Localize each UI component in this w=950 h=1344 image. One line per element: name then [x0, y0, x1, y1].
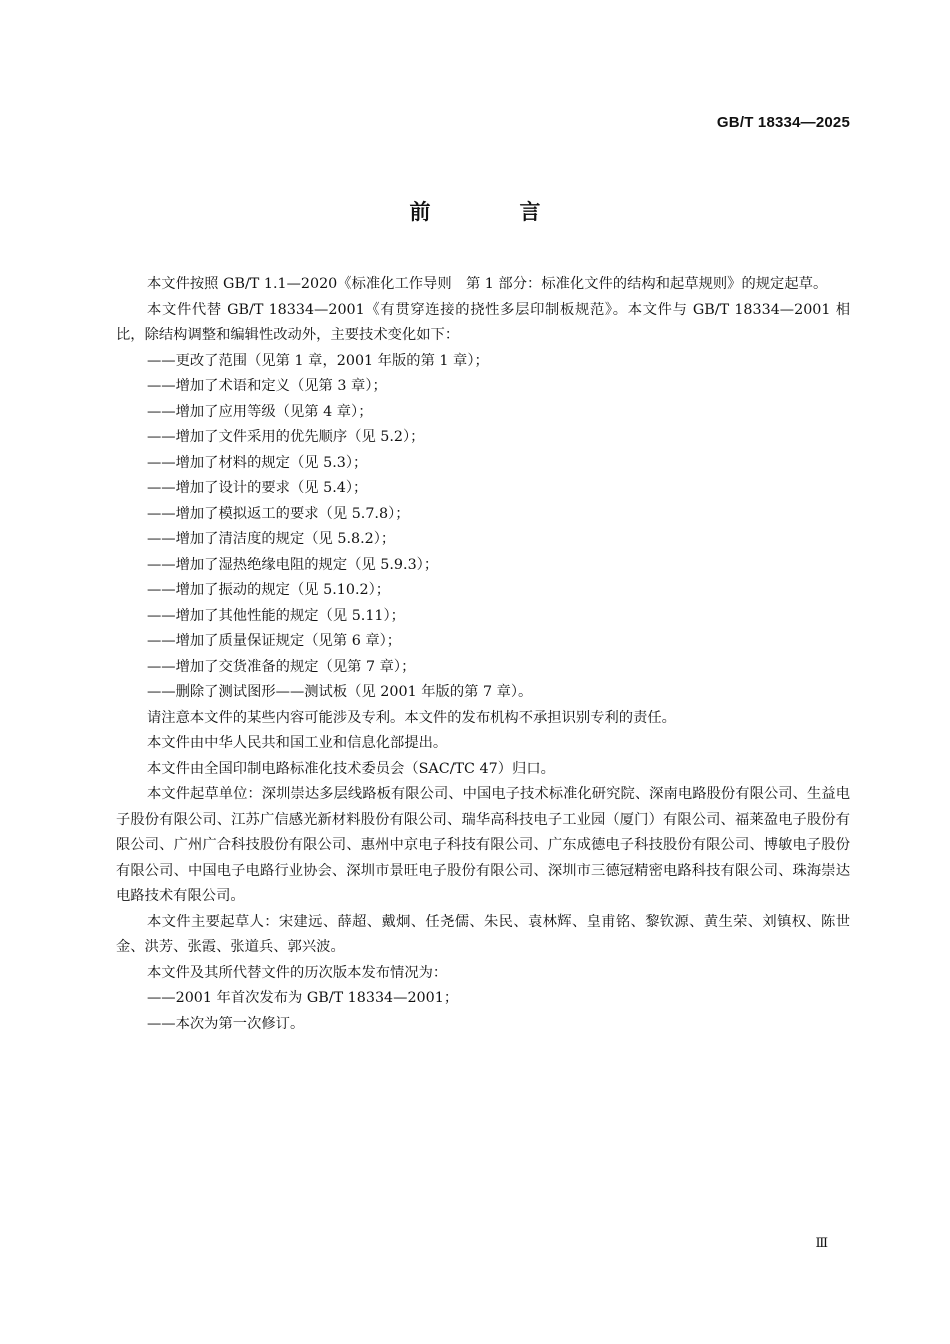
paragraph-drafters: 本文件主要起草人：宋建远、薛超、戴炯、任尧儒、朱民、袁林辉、皇甫铭、黎钦源、黄生荣、刘镇权、陈世金、洪芳、张霞、张道兵、郭兴波。	[116, 913, 850, 955]
change-item: ——增加了其他性能的规定（见 5.11）；	[147, 607, 405, 624]
paragraph-replacement: 本文件代替 GB/T 18334—2001《有贯穿连接的挠性多层印制板规范》。本文件与 GB/T 18334—2001 相比，除结构调整和编辑性改动外，主要技术变化如下：	[116, 301, 850, 343]
foreword-body	[116, 272, 850, 1037]
change-item: ——增加了材料的规定（见 5.3）；	[147, 454, 368, 471]
history-item: ——本次为第一次修订。	[147, 1015, 305, 1032]
document-code: GB/T 18334—2025	[716, 114, 850, 131]
page-number: Ⅲ	[815, 1236, 828, 1251]
paragraph-drafting-units: 本文件起草单位：深圳崇达多层线路板有限公司、中国电子技术标准化研究院、深南电路股份有限公司、生益电子股份有限公司、江苏广信感光新材料股份有限公司、瑞华高科技电子工业园（厦门）有限公司、福莱盈电子股份有限公司、广州广合科技股份有限公司、惠州中京电子科技有限公司、广东成德电子科技股份有限公司、博敏电子股份有限公司、中国电子电路行业协会、深圳市景旺电子股份有限公司、深圳市三德冠精密电路科技有限公司、珠海崇达电路技术有限公司。	[116, 786, 850, 904]
change-item: ——更改了范围（见第 1 章，2001 年版的第 1 章）；	[147, 352, 489, 369]
change-item: ——增加了设计的要求（见 5.4）；	[147, 480, 368, 496]
paragraph-history-intro: 本文件及其所代替文件的历次版本发布情况为：	[147, 964, 448, 981]
history-item: ——2001 年首次发布为 GB/T 18334—2001；	[147, 990, 459, 1006]
change-item: ——增加了应用等级（见第 4 章）；	[147, 403, 373, 420]
change-item: ——增加了模拟返工的要求（见 5.7.8）；	[147, 505, 410, 522]
page-title: 前 言	[409, 200, 575, 224]
change-item: ——增加了文件采用的优先顺序（见 5.2）；	[147, 429, 425, 445]
change-item: ——增加了清洁度的规定（见 5.8.2）；	[147, 531, 396, 547]
paragraph-proposer: 本文件由中华人民共和国工业和信息化部提出。	[147, 735, 448, 751]
change-item: ——增加了振动的规定（见 5.10.2）；	[147, 582, 391, 598]
change-item: ——增加了湿热绝缘电阻的规定（见 5.9.3）；	[147, 556, 439, 573]
change-item: ——增加了交货准备的规定（见第 7 章）；	[147, 658, 416, 675]
paragraph-drafting-rules: 本文件按照 GB/T 1.1—2020《标准化工作导则 第 1 部分：标准化文件的结构和起草规则》的规定起草。	[147, 276, 828, 292]
paragraph-patent-notice: 请注意本文件的某些内容可能涉及专利。本文件的发布机构不承担识别专利的责任。	[147, 709, 676, 726]
change-item: ——删除了测试图形——测试板（见 2001 年版的第 7 章）。	[147, 684, 533, 700]
change-item: ——增加了质量保证规定（见第 6 章）；	[147, 633, 402, 649]
paragraph-committee: 本文件由全国印制电路标准化技术委员会（SAC/TC 47）归口。	[147, 760, 555, 777]
change-item: ——增加了术语和定义（见第 3 章）；	[147, 378, 387, 394]
